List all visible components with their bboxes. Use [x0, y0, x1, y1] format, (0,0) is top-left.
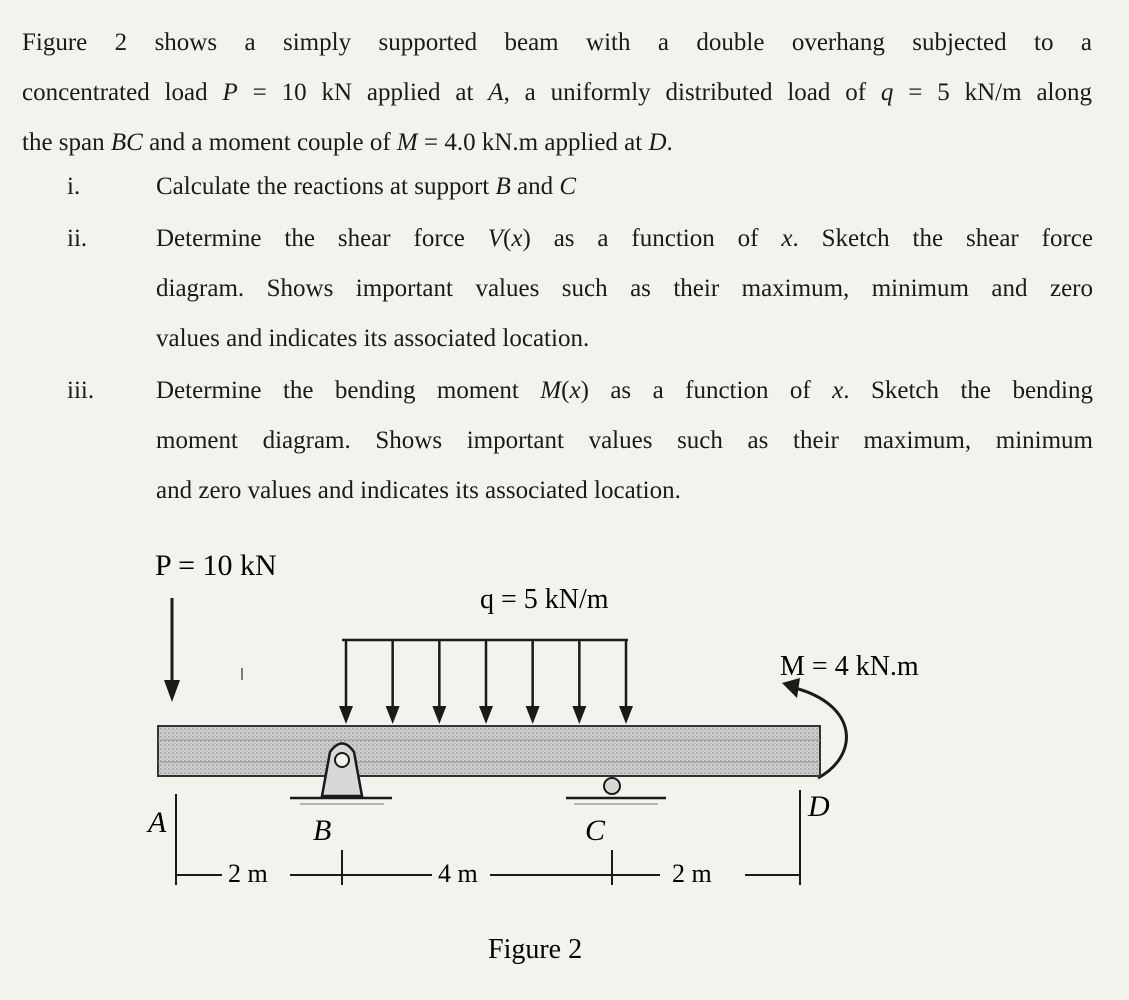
problem-intro	[22, 18, 1092, 168]
task-ii-line-2: diagram. Shows important values such as their maximum, minimum and zero	[156, 275, 1093, 302]
load-p-arrow	[164, 598, 180, 702]
dimension-ab-label: 2 m	[228, 859, 268, 888]
beam-diagram-svg	[0, 540, 1129, 1000]
task-text	[156, 162, 1093, 212]
intro-line-3: the span BC and a moment couple of M = 4.0 kN.m applied at D.	[22, 129, 673, 156]
task-number: iii.	[67, 377, 95, 404]
task-ii-line-1: Determine the shear force V(x) as a function of x. Sketch the shear force	[156, 225, 1093, 252]
task-iii-line-1: Determine the bending moment M(x) as a function of x. Sketch the bending	[156, 377, 1093, 404]
moment-label: M = 4 kN.m	[780, 651, 919, 682]
dimension-bc-label: 4 m	[438, 859, 478, 888]
task-text	[156, 214, 1093, 364]
intro-line-2: concentrated load P = 10 kN applied at A, a uniformly distributed load of q = 5 kN/m along	[22, 79, 1092, 106]
task-number: i.	[67, 173, 81, 200]
dimension-cd-label: 2 m	[672, 859, 712, 888]
point-a-label: A	[148, 806, 167, 839]
task-number: ii.	[67, 225, 88, 252]
intro-line-1: Figure 2 shows a simply supported beam with a double overhang subjected to a	[22, 29, 1092, 56]
udl-arrow	[526, 640, 540, 724]
udl-arrow	[432, 640, 446, 724]
load-p-label: P = 10 kN	[155, 549, 277, 582]
task-ii-line-3: values and indicates its associated location.	[156, 325, 590, 352]
task-text	[156, 366, 1093, 516]
udl-arrow	[619, 640, 633, 724]
distributed-load	[339, 640, 633, 724]
udl-arrow	[339, 640, 353, 724]
figure-caption: Figure 2	[488, 934, 583, 965]
task-iii-line-3: and zero values and indicates its associated location.	[156, 477, 681, 504]
support-c-roller	[566, 778, 666, 804]
load-q-label: q = 5 kN/m	[480, 584, 609, 615]
point-b-label: B	[313, 814, 332, 847]
task-iii-line-2: moment diagram. Shows important values such as their maximum, minimum	[156, 427, 1093, 454]
point-c-label: C	[585, 814, 606, 847]
point-d-label: D	[808, 790, 830, 823]
beam-figure	[0, 540, 1129, 1000]
udl-arrow	[386, 640, 400, 724]
udl-arrow	[572, 640, 586, 724]
task-i-line-1: Calculate the reactions at support B and C	[156, 173, 577, 200]
beam	[158, 726, 820, 776]
udl-arrow	[479, 640, 493, 724]
